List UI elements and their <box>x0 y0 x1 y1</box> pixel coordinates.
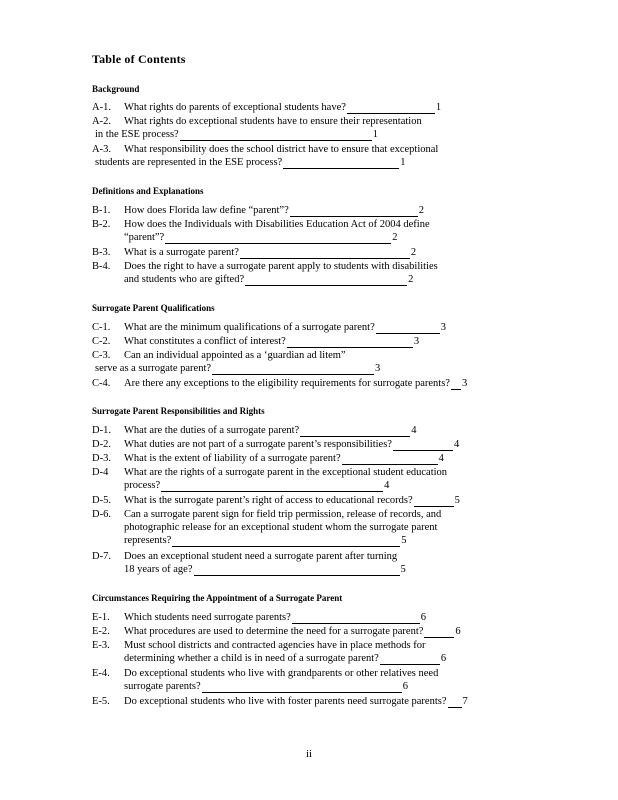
dot-leader <box>300 427 410 437</box>
dot-leader <box>347 104 435 114</box>
toc-entry-e5[interactable] <box>92 695 468 708</box>
toc-entry-d4[interactable] <box>92 466 447 492</box>
entry-question-cont: represents? <box>124 535 172 546</box>
section-heading-qualifications: Surrogate Parent Qualifications <box>92 303 215 313</box>
page-ref: 2 <box>392 232 398 243</box>
dot-leader <box>342 455 438 465</box>
toc-entry-a1[interactable] <box>92 101 441 114</box>
dot-leader <box>448 698 462 708</box>
entry-id: D-2. <box>92 439 111 450</box>
section-heading-circumstances: Circumstances Requiring the Appointment of a Surrogate Parent <box>92 593 343 603</box>
toc-entry-d6[interactable] <box>92 508 441 547</box>
toc-entry-b4[interactable] <box>92 260 438 286</box>
page-ref: 3 <box>461 378 468 389</box>
page-ref: 4 <box>411 425 417 436</box>
dot-leader <box>212 365 374 375</box>
entry-question: Does the right to have a surrogate parent apply to students with disabilities <box>124 261 438 272</box>
dot-leader <box>376 324 440 334</box>
entry-question-cont: process? <box>124 480 161 491</box>
entry-id: C-2. <box>92 336 111 347</box>
dot-leader <box>380 655 440 665</box>
entry-question: Which students need surrogate parents? <box>124 612 291 623</box>
entry-id: E-2. <box>92 626 110 637</box>
page-title: Table of Contents <box>92 52 186 66</box>
dot-leader <box>424 628 454 638</box>
section-heading-definitions: Definitions and Explanations <box>92 186 204 196</box>
entry-id: D-5. <box>92 495 111 506</box>
page-ref: 1 <box>400 157 406 168</box>
entry-id: B-1. <box>92 205 111 216</box>
section-heading-background: Background <box>92 84 140 94</box>
dot-leader <box>292 614 420 624</box>
toc-entry-b2[interactable] <box>92 218 430 244</box>
dot-leader <box>290 207 418 217</box>
page-ref: 7 <box>462 696 468 707</box>
dot-leader <box>287 338 413 348</box>
toc-entry-c1[interactable] <box>92 321 446 334</box>
entry-question-cont: photographic release for an exceptional student whom the surrogate parent <box>124 522 438 533</box>
page-ref: 5 <box>400 564 406 575</box>
entry-id: A-2. <box>92 116 111 127</box>
page-ref: 3 <box>440 322 446 333</box>
dot-leader <box>240 249 410 259</box>
dot-leader <box>283 159 399 169</box>
toc-entry-b1[interactable] <box>92 204 424 217</box>
dot-leader <box>165 234 391 244</box>
entry-question-cont: “parent”? <box>124 232 165 243</box>
entry-question: Must school districts and contracted agencies have in place methods for <box>124 640 426 651</box>
page-ref: 6 <box>440 653 447 664</box>
entry-question-cont: in the ESE process? <box>95 129 179 140</box>
entry-question: What is the surrogate parent’s right of access to educational records? <box>124 495 413 506</box>
entry-question: Do exceptional students who live with grandparents or other relatives need <box>124 668 439 679</box>
entry-id: B-3. <box>92 247 111 258</box>
toc-entry-e4[interactable] <box>92 667 438 693</box>
entry-question-cont: serve as a surrogate parent? <box>95 363 212 374</box>
page-ref: 4 <box>384 480 390 491</box>
toc-entry-d5[interactable] <box>92 494 460 507</box>
page-ref: 6 <box>420 612 427 623</box>
page-ref: 4 <box>438 453 444 464</box>
entry-question: Are there any exceptions to the eligibility requirements for surrogate parents? <box>124 378 450 389</box>
entry-question: What rights do exceptional students have to ensure their representation <box>124 116 422 127</box>
entry-id: D-1. <box>92 425 111 436</box>
page-ref: 1 <box>372 129 378 140</box>
entry-question: What are the minimum qualifications of a surrogate parent? <box>124 322 375 333</box>
toc-entry-d7[interactable] <box>92 550 406 576</box>
entry-id: E-3. <box>92 640 110 651</box>
entry-id: E-1. <box>92 612 110 623</box>
entry-id: A-3. <box>92 144 111 155</box>
toc-entry-d3[interactable] <box>92 452 444 465</box>
entry-id: C-3. <box>92 350 111 361</box>
entry-id: B-4. <box>92 261 111 272</box>
toc-entry-d1[interactable] <box>92 424 416 437</box>
entry-question-cont: and students who are gifted? <box>124 274 245 285</box>
toc-entry-e3[interactable] <box>92 639 446 665</box>
page-ref: 5 <box>401 535 407 546</box>
entry-question: How does the Individuals with Disabilities Education Act of 2004 define <box>124 219 430 230</box>
entry-question: Can a surrogate parent sign for field trip permission, release of records, and <box>124 509 442 520</box>
entry-question: What responsibility does the school district have to ensure that exceptional <box>124 144 439 155</box>
entry-question: What constitutes a conflict of interest? <box>124 336 286 347</box>
entry-id: A-1. <box>92 102 111 113</box>
entry-question: What are the rights of a surrogate parent in the exceptional student education <box>124 467 448 478</box>
toc-entry-c4[interactable] <box>92 377 467 390</box>
toc-entry-b3[interactable] <box>92 246 416 259</box>
entry-question: Can an individual appointed as a ‘guardian ad litem” <box>124 350 346 361</box>
entry-id: C-1. <box>92 322 111 333</box>
toc-entry-e2[interactable] <box>92 625 461 638</box>
entry-id: B-2. <box>92 219 111 230</box>
page-ref: 2 <box>418 205 424 216</box>
toc-entry-a3[interactable] <box>92 143 438 169</box>
toc-entry-a2[interactable] <box>92 115 422 141</box>
dot-leader <box>245 276 407 286</box>
page-ref: 2 <box>408 274 414 285</box>
entry-id: D-4 <box>92 467 109 478</box>
dot-leader <box>180 131 372 141</box>
page-ref: 6 <box>455 626 461 637</box>
toc-entry-c3[interactable] <box>92 349 380 375</box>
entry-id: D-3. <box>92 453 111 464</box>
entry-question: What duties are not part of a surrogate parent’s responsibilities? <box>124 439 392 450</box>
page-ref: 3 <box>413 336 420 347</box>
dot-leader <box>202 683 402 693</box>
section-heading-responsibilities: Surrogate Parent Responsibilities and Rights <box>92 406 265 416</box>
entry-id: E-5. <box>92 696 110 707</box>
entry-id: D-6. <box>92 509 111 520</box>
page-ref: 2 <box>410 247 417 258</box>
toc-entry-e1[interactable] <box>92 611 426 624</box>
dot-leader <box>414 497 454 507</box>
page-ref: 1 <box>435 102 442 113</box>
dot-leader <box>172 537 400 547</box>
entry-question-cont: 18 years of age? <box>124 564 193 575</box>
entry-question: Does an exceptional student need a surrogate parent after turning <box>124 551 398 562</box>
dot-leader <box>194 566 400 576</box>
page-ref: 6 <box>402 681 408 692</box>
entry-question-cont: surrogate parents? <box>124 681 201 692</box>
entry-question: How does Florida law define “parent”? <box>124 205 289 216</box>
entry-question: What is a surrogate parent? <box>124 247 239 258</box>
dot-leader <box>451 380 461 390</box>
page-ref: 3 <box>375 363 381 374</box>
dot-leader <box>393 441 453 451</box>
entry-question: What procedures are used to determine the need for a surrogate parent? <box>124 626 424 637</box>
entry-id: C-4. <box>92 378 111 389</box>
toc-entry-c2[interactable] <box>92 335 419 348</box>
entry-question: Do exceptional students who live with foster parents need surrogate parents? <box>124 696 447 707</box>
page-ref: 4 <box>453 439 460 450</box>
entry-question-cont: students are represented in the ESE process? <box>95 157 283 168</box>
entry-question-cont: determining whether a child is in need of a surrogate parent? <box>124 653 379 664</box>
entry-question: What are the duties of a surrogate parent? <box>124 425 300 436</box>
entry-question: What is the extent of liability of a surrogate parent? <box>124 453 341 464</box>
dot-leader <box>161 482 383 492</box>
entry-question: What rights do parents of exceptional students have? <box>124 102 346 113</box>
entry-id: D-7. <box>92 551 111 562</box>
page-ref: 5 <box>454 495 460 506</box>
page-number: ii <box>305 748 313 760</box>
toc-entry-d2[interactable] <box>92 438 459 451</box>
entry-id: E-4. <box>92 668 110 679</box>
